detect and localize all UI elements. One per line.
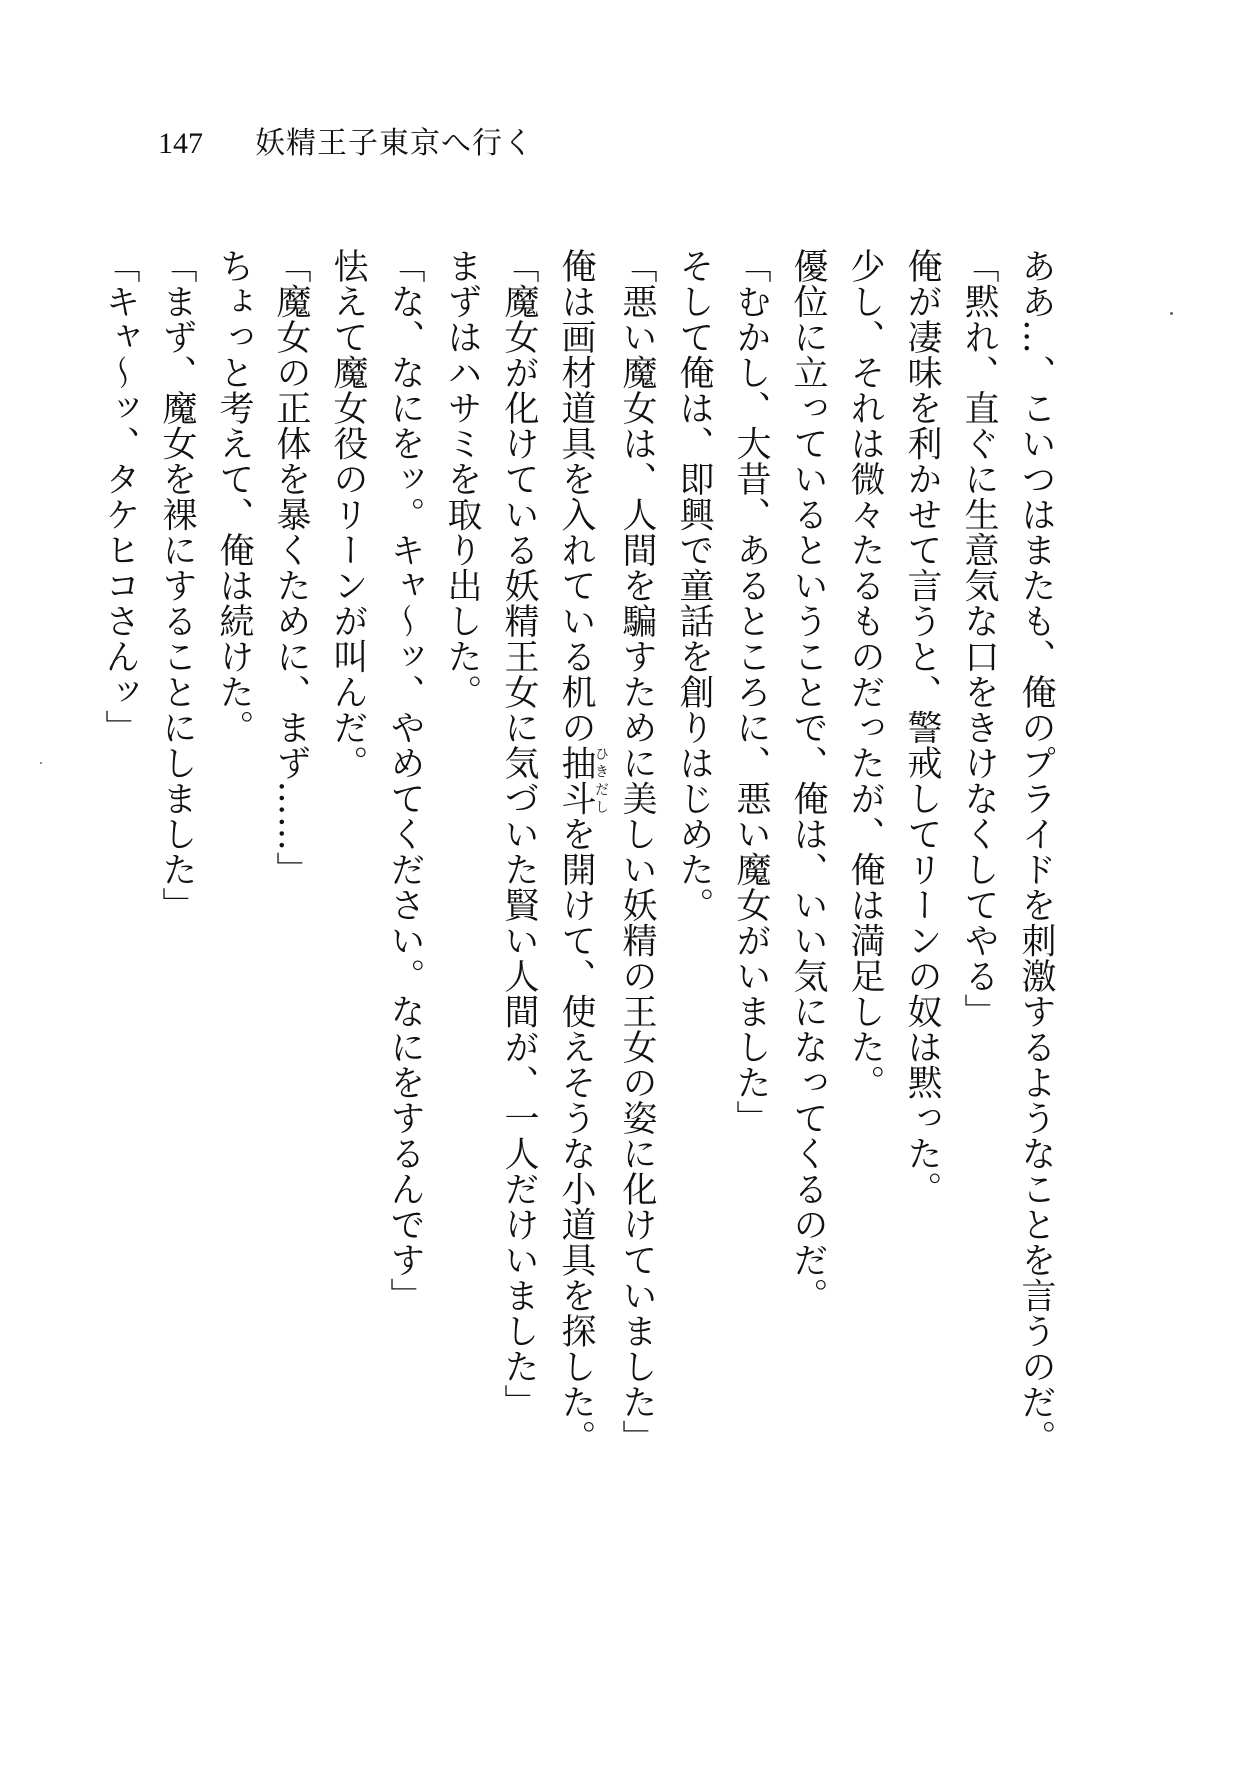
body-line-15: ちょっと考えて、俺は続けた。 [214,248,254,745]
body-line-2: 「黙れ、直ぐに生意気な口をきけなくしてやる」 [959,248,999,1029]
ruby-reading: ひきだし [593,745,609,816]
body-line-11: まずはハサミを取り出した。 [442,248,482,710]
scan-speck [40,762,42,764]
page-number: 147 [158,127,203,160]
body-line-12: 「な、なにをッ。キャ～ッ、やめてください。なにをするんです」 [385,248,425,1313]
running-title: 妖精王子東京へ行く [255,126,534,161]
furigana-ruby [556,745,609,816]
body-line-7: そして俺は、即興で童話を創りはじめた。 [674,248,714,923]
body-line-13: 怯えて魔女役のリーンが叫んだ。 [328,248,368,781]
body-line-6: 「むかし、大昔、あるところに、悪い魔女がいました」 [731,248,771,1136]
body-line-16: 「まず、魔女を裸にすることにしました」 [157,248,197,923]
body-line-4: 少し、それは微々たるものだったが、俺は満足した。 [845,248,885,1100]
body-line-8: 「悪い魔女は、人間を騙すために美しい妖精の王女の姿に化けていました」 [617,248,657,1455]
body-line-9 [547,248,608,1568]
body-line-9-before: 俺は画材道具を入れている机の [556,248,596,745]
ruby-base: 抽斗 [556,745,596,816]
body-line-10: 「魔女が化けている妖精王女に気づいた賢い人間が、一人だけいました」 [499,248,539,1420]
scan-speck [1170,312,1173,315]
page-header [158,118,534,161]
body-line-14: 「魔女の正体を暴くために、まず……」 [271,248,311,887]
vertical-body-text [91,248,1064,1568]
body-line-17: 「キャ～ッ、タケヒコさんッ」 [100,248,140,745]
body-line-1: ああ…、こいつはまたも、俺のプライドを刺激するようなことを言うのだ。 [1016,248,1056,1455]
body-line-9-after: を開けて、使えそうな小道具を探した。 [556,816,596,1455]
body-line-3: 俺が凄味を利かせて言うと、警戒してリーンの奴は黙った。 [902,248,942,1207]
body-line-5: 優位に立っているということで、俺は、いい気になってくるのだ。 [788,248,828,1313]
